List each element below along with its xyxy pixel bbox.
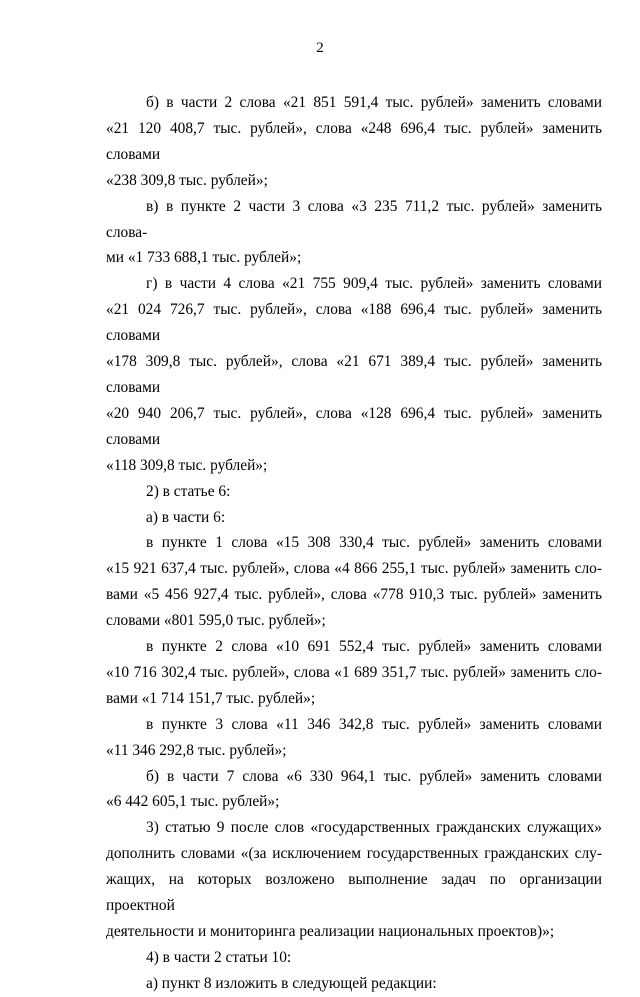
text-line: жащих, на которых возложено выполнение задач по организации проектной bbox=[106, 871, 602, 915]
text-line: 2) в статье 6: bbox=[146, 482, 231, 500]
paragraph bbox=[106, 271, 602, 478]
text-line: «178 309,8 тыс. рублей», слова «21 671 389,4 тыс. рублей» заменить словами bbox=[106, 353, 602, 396]
paragraph bbox=[106, 530, 602, 634]
paragraph bbox=[106, 90, 602, 194]
text-line: «11 346 292,8 тыс. рублей»; bbox=[106, 741, 287, 759]
paragraph bbox=[106, 505, 602, 531]
text-line: словами «801 595,0 тыс. рублей»; bbox=[106, 612, 326, 630]
paragraph bbox=[106, 764, 602, 816]
text-line: 3) статью 9 после слов «государственных гражданских служащих» bbox=[146, 819, 602, 837]
text-line: в пункте 1 слова «15 308 330,4 тыс. рублей» заменить словами bbox=[146, 534, 602, 552]
paragraph bbox=[106, 194, 602, 272]
paragraph bbox=[106, 634, 602, 712]
paragraph bbox=[106, 971, 602, 997]
text-line: г) в части 4 слова «21 755 909,4 тыс. рублей» заменить словами bbox=[146, 275, 602, 293]
text-line: вами «1 714 151,7 тыс. рублей»; bbox=[106, 689, 316, 707]
text-line: 4) в части 2 статьи 10: bbox=[146, 948, 292, 966]
text-line: в пункте 2 слова «10 691 552,4 тыс. рублей» заменить словами bbox=[146, 638, 602, 656]
text-line: «118 309,8 тыс. рублей»; bbox=[106, 456, 268, 474]
text-line: а) в части 6: bbox=[146, 508, 226, 526]
paragraph bbox=[106, 479, 602, 505]
text-line: в) в пункте 2 части 3 слова «3 235 711,2 тыс. рублей» заменить слова- bbox=[106, 197, 602, 241]
text-line: вами «5 456 927,4 тыс. рублей», слова «778 910,3 тыс. рублей» заменить bbox=[106, 586, 602, 604]
paragraph bbox=[106, 712, 602, 764]
text-line: «21 120 408,7 тыс. рублей», слова «248 696,4 тыс. рублей» заменить словами bbox=[106, 119, 602, 163]
text-line: «6 442 605,1 тыс. рублей»; bbox=[106, 793, 280, 811]
text-line: а) пункт 8 изложить в следующей редакции: bbox=[146, 974, 437, 992]
paragraph bbox=[106, 945, 602, 971]
text-line: «21 024 726,7 тыс. рублей», слова «188 696,4 тыс. рублей» заменить словами bbox=[106, 301, 602, 345]
text-line: в пункте 3 слова «11 346 342,8 тыс. рублей» заменить словами bbox=[146, 715, 602, 733]
text-line: дополнить словами «(за исключением государственных гражданских слу- bbox=[106, 845, 602, 863]
text-line: «238 309,8 тыс. рублей»; bbox=[106, 171, 268, 189]
page-number: 2 bbox=[316, 40, 324, 56]
text-line: «10 716 302,4 тыс. рублей», слова «1 689 351,7 тыс. рублей» заменить сло- bbox=[106, 663, 602, 681]
document-body bbox=[106, 90, 602, 997]
text-line: б) в части 7 слова «6 330 964,1 тыс. рублей» заменить словами bbox=[146, 767, 602, 785]
paragraph bbox=[106, 815, 602, 945]
text-line: «15 921 637,4 тыс. рублей», слова «4 866 255,1 тыс. рублей» заменить сло- bbox=[106, 560, 602, 578]
text-line: ми «1 733 688,1 тыс. рублей»; bbox=[106, 249, 302, 267]
text-line: «20 940 206,7 тыс. рублей», слова «128 696,4 тыс. рублей» заменить словами bbox=[106, 404, 602, 448]
text-line: б) в части 2 слова «21 851 591,4 тыс. рублей» заменить словами bbox=[146, 94, 602, 111]
text-line: деятельности и мониторинга реализации национальных проектов)»; bbox=[106, 923, 555, 940]
